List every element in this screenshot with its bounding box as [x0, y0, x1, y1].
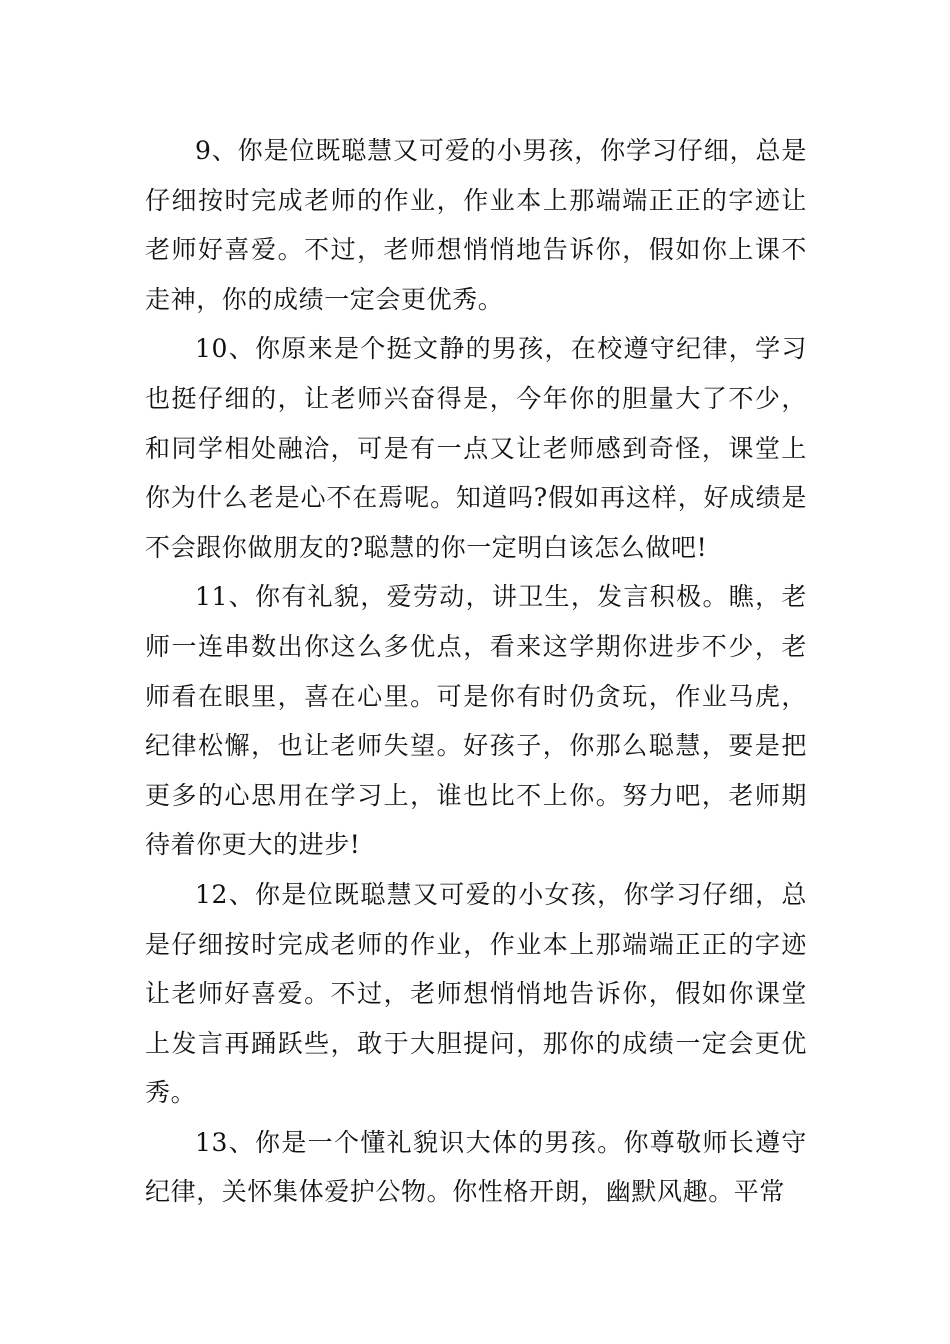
paragraph-9: 9、你是位既聪慧又可爱的小男孩，你学习仔细，总是仔细按时完成老师的作业，作业本上那端端正正的字迹让老师好喜爱。不过，老师想悄悄地告诉你，假如你上课不走神，你的成绩一定会更优秀。 [145, 136, 807, 314]
paragraph-12: 12、你是位既聪慧又可爱的小女孩，你学习仔细，总是仔细按时完成老师的作业，作业本上那端端正正的字迹让老师好喜爱。不过，老师想悄悄地告诉你，假如你课堂上发言再踊跃些，敢于大胆提问，那你的成绩一定会更优秀。 [145, 879, 807, 1108]
paragraph-11: 11、你有礼貌，爱劳动，讲卫生，发言积极。瞧，老师一连串数出你这么多优点，看来这学期你进步不少，老师看在眼里，喜在心里。可是你有时仍贪玩，作业马虎，纪律松懈，也让老师失望。好孩子，你那么聪慧，要是把更多的心思用在学习上，谁也比不上你。努力吧，老师期待着你更大的进步! [145, 582, 807, 860]
paragraph-13: 13、你是一个懂礼貌识大体的男孩。你尊敬师长遵守纪律，关怀集体爱护公物。你性格开朗，幽默风趣。平常 [145, 1127, 807, 1207]
document-body [145, 126, 807, 1217]
paragraph-10: 10、你原来是个挺文静的男孩，在校遵守纪律，学习也挺仔细的，让老师兴奋得是，今年你的胆量大了不少，和同学相处融洽，可是有一点又让老师感到奇怪，课堂上你为什么老是心不在焉呢。知道吗?假如再这样，好成绩是不会跟你做朋友的?聪慧的你一定明白该怎么做吧! [145, 334, 807, 562]
